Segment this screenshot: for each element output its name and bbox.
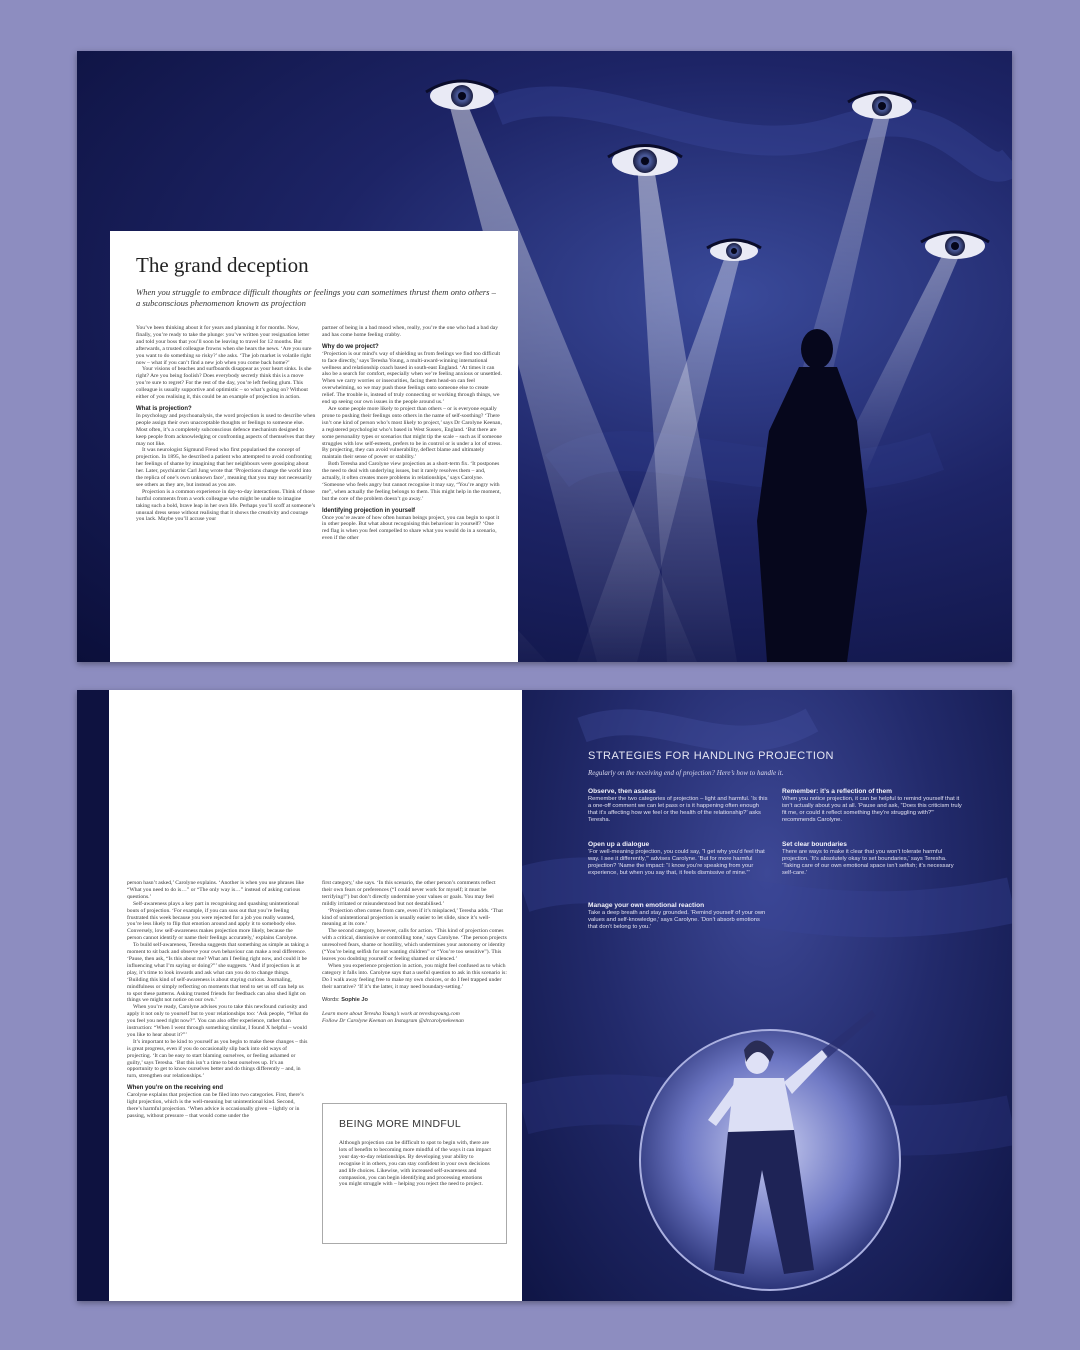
paragraph: Both Teresha and Carolyne view projection as a short-term fix. ‘It postpones the need to deal with underlying issues, but it rarely resolves them – and, actually, it often creates more problems in relationships,’ says Carolyne. ‘Someone who feels angry but cannot recognise it may say, “You’re angry with me”, when actually the feeling belongs to them. This might help in the moment, but the core of the problem doesn’t go away.’ bbox=[322, 461, 501, 502]
tip-title: Manage your own emotional reaction bbox=[588, 902, 705, 909]
text-column-4 bbox=[322, 880, 507, 1095]
strategy-tip bbox=[588, 841, 770, 877]
box-title: BEING MORE MINDFUL bbox=[339, 1118, 462, 1130]
strategy-tip bbox=[782, 841, 964, 877]
tip-title: Open up a dialogue bbox=[588, 841, 650, 848]
spread-bottom bbox=[77, 690, 1012, 1301]
tip-title: Set clear boundaries bbox=[782, 841, 847, 848]
strategies-subheading: Regularly on the receiving end of projection? Here’s how to handle it. bbox=[588, 769, 784, 777]
paragraph: ‘Projection is our mind’s way of shielding us from feelings we find too difficult to face directly,’ says Teresha Young, a multi-award-winning international wellness and relationship coach based in south-east England. ‘At times it can also be a search for comfort, especially when we’re feeling anxious or unsettled. When we carry worries or insecurities, facing them head-on can feel overwhelming, so we may push those feelings onto someone else to create relief. The trouble is, instead of truly connecting or working through things, we end up seeing our own issues in the people around us.’ bbox=[322, 350, 502, 406]
eye-icon bbox=[608, 146, 682, 177]
byline-label: Words: bbox=[322, 996, 340, 1003]
byline-name: Sophie Jo bbox=[341, 996, 368, 1003]
subheading: Why do we project? bbox=[322, 343, 379, 350]
strategy-tip bbox=[588, 902, 770, 931]
tip-text: Take a deep breath and stay grounded. ‘Remind yourself of your own values and self-knowledge,’ says Carolyne. ‘Don’t absorb emotions that don’t belong to you.’ bbox=[588, 910, 766, 930]
paragraph: person hasn’t asked,’ Carolyne explains. ‘Another is when you use phrases like “What you need to do is…” or “The only way is…” instead of asking curious questions.’ bbox=[127, 880, 305, 900]
article-standfirst: When you struggle to embrace difficult thoughts or feelings you can sometimes thrust them onto others – a subconscious phenomenon known as projection bbox=[136, 287, 496, 308]
subheading: When you’re on the receiving end bbox=[127, 1085, 224, 1092]
eye-icon bbox=[426, 81, 498, 110]
dancer-illustration bbox=[522, 690, 1012, 1301]
strategies-heading: STRATEGIES FOR HANDLING PROJECTION bbox=[588, 750, 834, 762]
person-silhouette bbox=[757, 329, 867, 662]
paragraph: When you’re ready, Carolyne advises you to take this newfound curiosity and apply it not only to yourself but to your relationships too: ‘Ask people, “What do you feel you need right now?”. You can also offer experience, rather than instruction: “When I went through something similar, I found X helpful – would you like to hear about it?”’ bbox=[127, 1004, 309, 1038]
more-info-line: Learn more about Teresha Young’s work at tereshayoung.com bbox=[322, 1011, 460, 1018]
text-column-3 bbox=[127, 880, 309, 1252]
tip-text: When you notice projection, it can be helpful to remind yourself that it isn’t actually about you at all. ‘Pause and ask, “Does this criticism truly fit me, or could it reflect something they’re struggling with?”’ recommends Carolyne. bbox=[782, 796, 962, 823]
subheading: What is projection? bbox=[136, 405, 192, 412]
eye-icon bbox=[921, 232, 989, 259]
paragraph: You’ve been thinking about it for years and planning it for months. Now, finally, you’re ready to take the plunge: you’ve written your resignation letter and told your boss that you’ll soon be leaving to travel for 12 months. But afterwards, a trusted colleague frowns when she hears the news. ‘Are you sure you want to do something so risky?’ she asks. ‘The job market is volatile right now – what if you can’t find a new job when you come back home?’ bbox=[136, 325, 312, 366]
strategy-tip bbox=[782, 788, 964, 824]
article-page-continued bbox=[109, 690, 522, 1301]
text-column-2 bbox=[322, 325, 502, 655]
paragraph: ‘Projection often comes from care, even if it’s misplaced,’ Teresha adds. ‘That kind of unintentional projection is usually easier to let slide, since it’s well-meaning at its core.’ bbox=[322, 907, 503, 928]
paragraph: Carolyne explains that projection can be filed into two categories. First, there’s light projection, which is the well-meaning but unintentional kind. Second, there’s harmful projection. ‘When advice is occasionally given – lightly or in passing, without pressure – that would come under the bbox=[127, 1092, 304, 1119]
more-info-line: Follow Dr Carolyne Keenan on Instagram @drcarolynekeenan bbox=[322, 1018, 464, 1025]
subheading: Identifying projection in yourself bbox=[322, 507, 416, 514]
box-text: Although projection can be difficult to spot to begin with, there are lots of benefits to becoming more mindful of the ways it can impact your day-to-day relationships. By developing your ability to recognise it in others, you can stay confident in your own decisions and life choices. Likewise, with increased self-awareness and compassion, you can begin identifying and processing emotions you might struggle with – helping you reject the need to project. bbox=[339, 1140, 491, 1188]
byline bbox=[322, 997, 507, 1004]
paragraph: partner of being in a bad mood when, really, you’re the one who had a bad day and has come home feeling crabby. bbox=[322, 325, 499, 338]
paragraph: It was neurologist Sigmund Freud who first popularised the concept of projection. In 1895, he described a patient who attempted to avoid confronting her feelings of shame by imagining that her neighbours were gossiping about her. Later, psychiatrist Carl Jung wrote that ‘Projections change the world into the replica of one’s own unknown face’, meaning that you may not necessarily see others as they are, but instead as you are. bbox=[136, 447, 312, 488]
paragraph: In psychology and psychoanalysis, the word projection is used to describe when people assign their own unacceptable thoughts or feelings to someone else. Most often, it’s a completely subconscious defence mechanism designed to keep people from acknowledging or confronting aspects of themselves that they may not like. bbox=[136, 412, 316, 447]
tip-text: There are ways to make it clear that you won’t tolerate harmful projection. ‘It’s absolutely okay to set boundaries,’ says Teresha. ‘Taking care of our own emotional space isn’t selfish; it’s necessary self-care.’ bbox=[782, 849, 954, 876]
spread-top bbox=[77, 51, 1012, 662]
eye-icon bbox=[707, 240, 761, 261]
text-column-1 bbox=[136, 325, 316, 655]
paragraph: first category,’ she says. ‘In this scenario, the other person’s comments reflect their own fears or preferences (“I could never work for myself; it must be terrifying!”) but don’t directly undermine your values or goals. You may feel mildly irritated or misunderstood but not destabilised.’ bbox=[322, 880, 496, 907]
paragraph: Projection is a common experience in day-to-day interactions. Think of those hurtful comments from a work colleague who might be unable to imagine taking such a bold, brave leap in her own life. Perhaps you’ll scoff at someone’s unusual dress sense without realising that it shows the creativity and courage you lack. Maybe you’ll accuse your bbox=[136, 488, 316, 523]
paragraph: Once you’re aware of how often human beings project, you can begin to spot it in other people. But what about recognising this behaviour in yourself? ‘One red flag is when you feel compelled to share what you would do in a scenario, even if the other bbox=[322, 514, 500, 542]
paragraph: Are some people more likely to project than others – or is everyone equally prone to pushing their feelings onto others in the name of self-soothing? ‘There isn’t one kind of person who’s most likely to project,’ says Dr Carolyne Keenan, a registered psychologist who’s based in West Sussex, England. ‘But there are some personality types or scenarios that might tip the scale – such as if someone struggles with low self-esteem, prefers to be in control or is under a lot of stress. By projecting, they can avoid vulnerability, deflect blame and ultimately maintain their sense of power or stability.’ bbox=[322, 405, 502, 461]
paragraph: It’s important to be kind to yourself as you begin to make these changes – this is great progress, even if you do occasionally slip back into old ways of projecting. ‘It can be easy to start blaming ourselves, or feeling ashamed or guilty,’ says Teresha. ‘But this isn’t a time to beat ourselves up. It’s an opportunity to get to know ourselves better and do things differently – and, in turn, strengthen our relationships.’ bbox=[127, 1038, 308, 1080]
paragraph: Self-awareness plays a key part in recognising and quashing unintentional bouts of projection. ‘For example, if you can suss out that you’re feeling frustrated this week because you were rejected for a job you really wanted, you’re less likely to flip that emotion around and apply it to somebody else. Conversely, low self-awareness makes projection more likely, because the person cannot identify or name their feelings accurately,’ explains Carolyne. bbox=[127, 900, 299, 942]
paragraph: When you experience projection in action, you might feel confused as to which category it falls into. Carolyne says that a useful question to ask in this scenario is: Do I walk away feeling free to make my own choices, or do I feel trapped under their narrative? ‘If it’s the latter, it may need boundary-setting.’ bbox=[322, 962, 507, 990]
paragraph: The second category, however, calls for action. ‘This kind of projection comes with a critical, dismissive or controlling tone,’ says Carolyne. ‘The person projects unresolved fears, shame or hostility, which undermines your autonomy or identity (“You’re being selfish for not wanting children” or “You’re too sensitive”). This leaves you doubting yourself or feeling shamed or silenced.’ bbox=[322, 928, 507, 962]
tip-title: Observe, then assess bbox=[588, 788, 656, 795]
strategy-tip bbox=[588, 788, 770, 824]
paragraph: Your visions of beaches and surfboards disappear as your heart sinks. Is she right? Are you being foolish? Does everybody secretly think this is a move you’re sure to regret? For the rest of the day, you’re left feeling glum. This colleague is usually supportive and optimistic – so what’s going on? Without either of you realising it, this could be an example of projection in action. bbox=[136, 366, 312, 401]
tip-text: Remember the two categories of projection – light and harmful. ‘Is this a one-off comment we can let pass or is it happening often enough that it’s affecting how we feel or the health of the relationship?’ asks Teresha. bbox=[588, 796, 768, 823]
paragraph: To build self-awareness, Teresha suggests that something as simple as taking a moment to sit back and observe your own behaviour can make a real difference. ‘Pause, then ask, “Is this about me? What am I feeling right now, and could it be influencing what I’m saying or doing?”’ she suggests. ‘And if projection is at play, it’s time to look inwards and ask what can you do to change things. ‘Building this kind of self-awareness is about staying curious. Journaling, mindfulness or simply reflecting on moments that tend to set us off can help us to spot these patterns. Asking trusted friends for feedback can also shed light on things we might not notice on our own.’ bbox=[127, 942, 309, 1004]
mindful-box bbox=[322, 1103, 507, 1244]
strategies-panel bbox=[522, 690, 1012, 1301]
article-title: The grand deception bbox=[136, 253, 309, 277]
tip-text: ‘For well-meaning projection, you could say, “I get why you’d feel that way. I see it differently,”’ advises Carolyne. ‘But for more harmful projection? ‘Name the impact: “I know you’re speaking from your experience, but when you say that, it feels dismissive of mine.”’ bbox=[588, 849, 765, 876]
tip-title: Remember: it’s a reflection of them bbox=[782, 788, 893, 795]
article-page-left bbox=[110, 231, 518, 662]
